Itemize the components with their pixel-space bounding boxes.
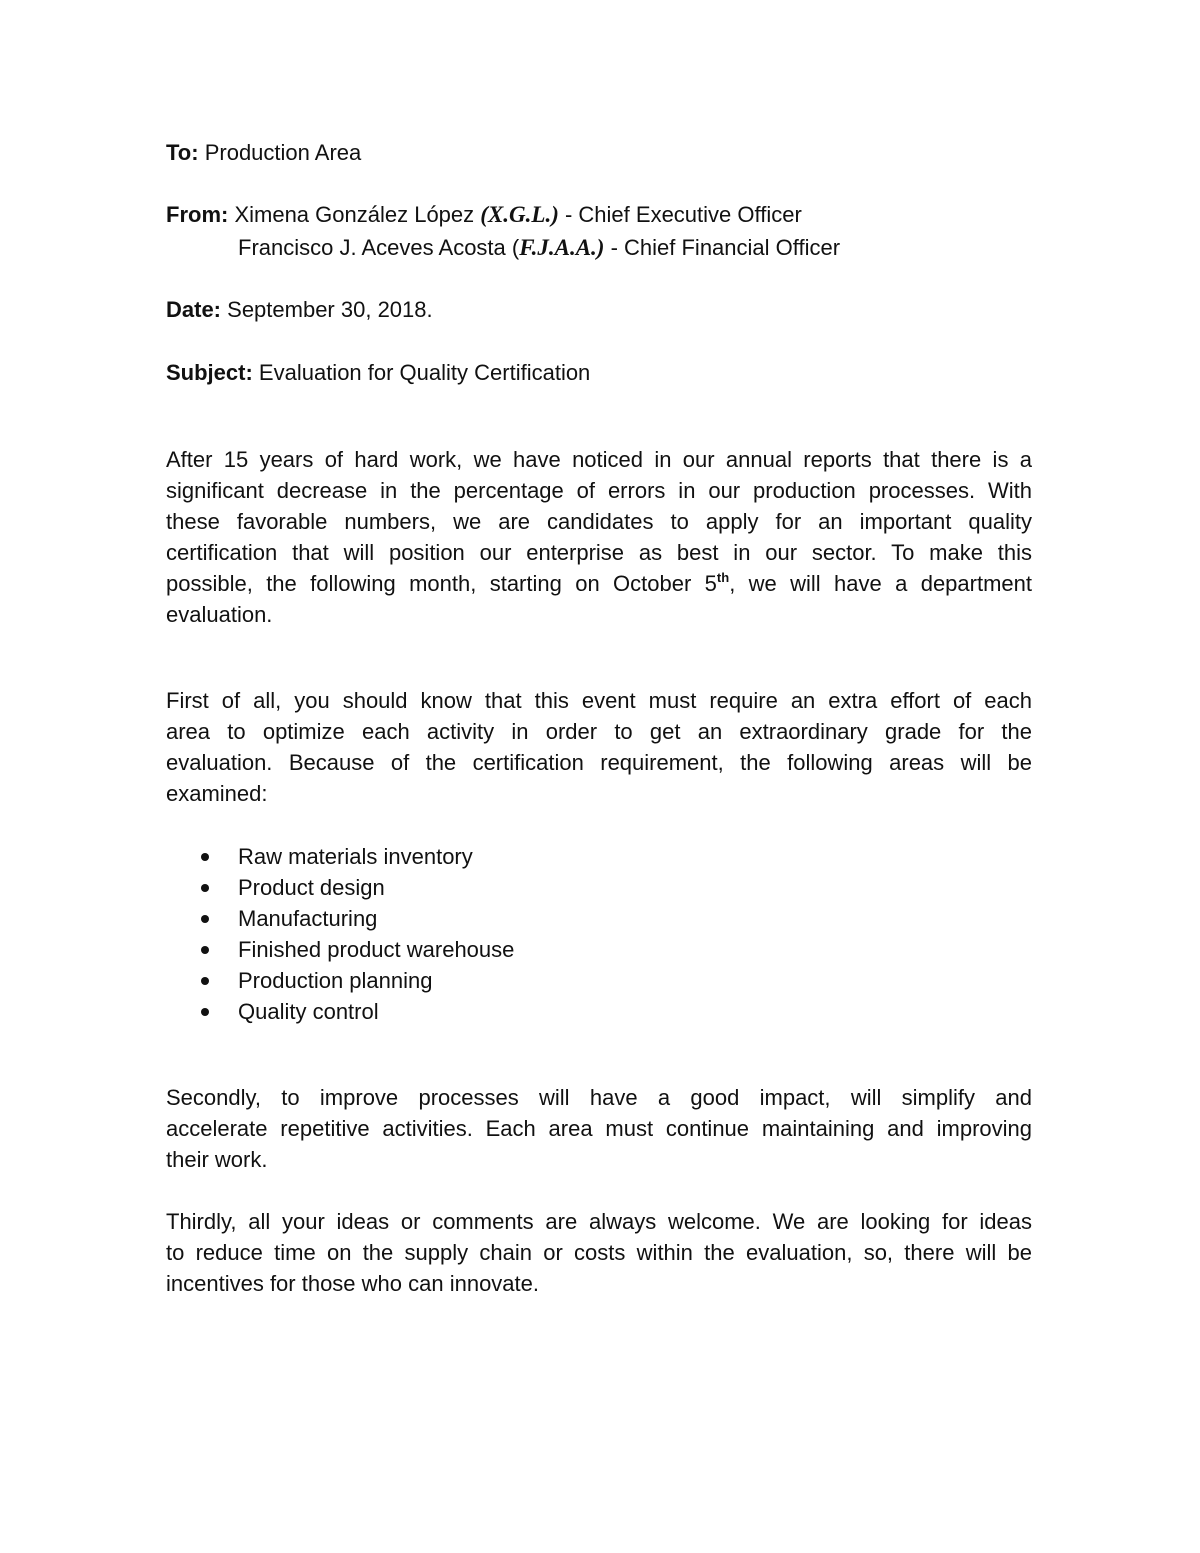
paragraph-line: Secondly, to improve processes will have a good impact, will simplify and [166, 1085, 1032, 1110]
from-line-1 [166, 201, 802, 229]
list-item-label: Production planning [238, 968, 433, 993]
date-value: September 30, 2018. [227, 297, 433, 322]
from-2-role: - Chief Financial Officer [610, 235, 841, 260]
paragraph-line: evaluation. Because of the certification requirement, the following areas will be [166, 750, 1032, 775]
list-item-label: Product design [238, 875, 385, 900]
list-item-label: Manufacturing [238, 906, 378, 931]
subject-label: Subject: [166, 360, 253, 385]
list-item [166, 965, 514, 996]
paragraph-line: Thirdly, all your ideas or comments are always welcome. We are looking for ideas [166, 1209, 1032, 1234]
paragraph-line: examined: [166, 781, 268, 806]
paragraph-first-of-all [166, 685, 1032, 809]
paragraph-line: accelerate repetitive activities. Each area must continue maintaining and improving [166, 1116, 1032, 1141]
paragraph-line-with-date [166, 568, 1032, 599]
paragraph-line: incentives for those who can innovate. [166, 1271, 540, 1296]
list-item [166, 996, 514, 1027]
ordinal-suffix: th [716, 570, 730, 585]
from-label: From: [166, 202, 229, 227]
paragraph-thirdly [166, 1206, 1032, 1299]
bullet-icon [201, 853, 209, 861]
paragraph-line: their work. [166, 1147, 268, 1172]
list-item [166, 903, 514, 934]
paragraph-text: possible, the following month, starting on October 5 [166, 571, 717, 596]
bullet-icon [201, 1008, 209, 1016]
from-1-role: - Chief Executive Officer [564, 202, 802, 227]
paragraph-secondly [166, 1082, 1032, 1175]
from-2-initials: F.J.A.A.) [519, 235, 605, 260]
date-line [166, 296, 433, 324]
paragraph-line: First of all, you should know that this event must require an extra effort of each [166, 688, 1032, 713]
areas-list [166, 841, 514, 1027]
paragraph-line: After 15 years of hard work, we have noticed in our annual reports that there is a [166, 447, 1032, 472]
list-item [166, 934, 514, 965]
list-item [166, 841, 514, 872]
bullet-icon [201, 884, 209, 892]
from-2-name: Francisco J. Aceves Acosta [238, 235, 506, 260]
from-1-name: Ximena González López [234, 202, 475, 227]
bullet-icon [201, 915, 209, 923]
date-label: Date: [166, 297, 222, 322]
from-1-initials: (X.G.L.) [480, 202, 559, 227]
to-label: To: [166, 140, 199, 165]
list-item-label: Finished product warehouse [238, 937, 515, 962]
paragraph-line: certification that will position our enterprise as best in our sector. To make this [166, 540, 1032, 565]
bullet-icon [201, 946, 209, 954]
paragraph-line: to reduce time on the supply chain or costs within the evaluation, so, there will be [166, 1240, 1032, 1265]
paragraph-line: evaluation. [166, 602, 273, 627]
paragraph-line: significant decrease in the percentage of errors in our production processes. With [166, 478, 1032, 503]
list-item [166, 872, 514, 903]
bullet-icon [201, 977, 209, 985]
paragraph-line: area to optimize each activity in order to get an extraordinary grade for the [166, 719, 1032, 744]
to-value: Production Area [204, 140, 362, 165]
subject-line [166, 359, 590, 387]
to-line [166, 139, 361, 167]
paragraph-line: these favorable numbers, we are candidates to apply for an important quality [166, 509, 1032, 534]
from-line-2: Francisco J. Aceves Acosta (F.J.A.A.) - Chief Financial Officer [238, 235, 841, 260]
list-item-label: Quality control [238, 999, 379, 1024]
paragraph-text: , we will have a department [729, 571, 1033, 596]
paragraph-intro [166, 444, 1032, 630]
subject-value: Evaluation for Quality Certification [258, 360, 591, 385]
list-item-label: Raw materials inventory [238, 844, 473, 869]
